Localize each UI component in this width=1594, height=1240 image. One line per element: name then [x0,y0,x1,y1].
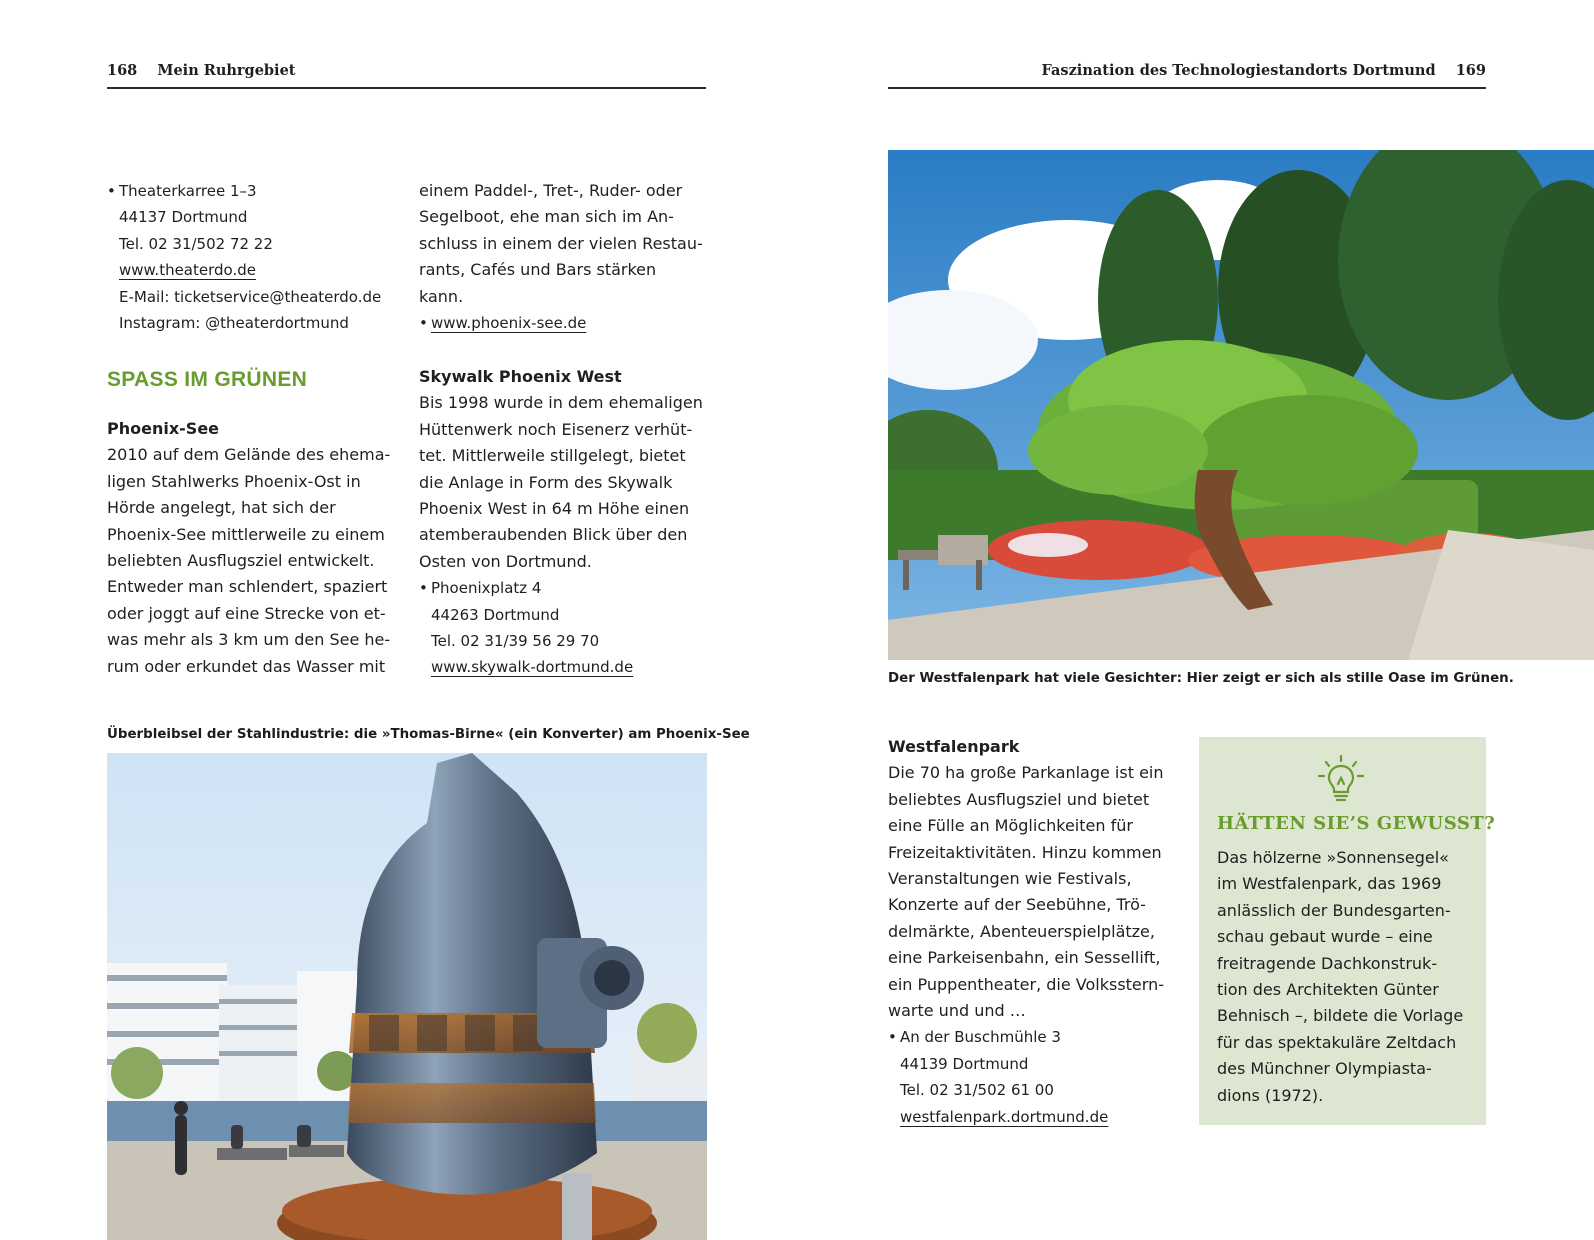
phoenix-see-line: oder joggt auf eine Strecke von et- [107,603,386,623]
theater-address-line2: 44137 Dortmund [119,208,248,227]
section-title: SPASS IM GRÜNEN [107,368,308,391]
skywalk-line: atemberaubenden Blick über den [419,525,688,545]
did-you-know-line: für das spektakuläre Zeltdach [1217,1032,1457,1052]
left-photo-caption: Überbleibsel der Stahlindustrie: die »Thomas-Birne« (ein Konverter) am Phoenix-See [107,727,750,742]
right-photo-caption: Der Westfalenpark hat viele Gesichter: Hier zeigt er sich als stille Oase im Grünen. [888,671,1514,686]
did-you-know-box [1199,737,1496,1125]
right-header-rule [888,87,1486,89]
skywalk-address-line1: • Phoenixplatz 4 [419,575,719,601]
right-page-number: 169 [1455,62,1486,79]
westfalenpark-phone: Tel. 02 31/502 61 00 [900,1081,1054,1100]
skywalk-website-link[interactable]: www.skywalk-dortmund.de [431,658,634,677]
phoenix-see-cont-line: schluss in einem der vielen Restau- [419,233,703,253]
westfalenpark-line: Veranstaltungen wie Festivals, [888,869,1132,889]
westfalenpark-line: warte und und … [888,1001,1026,1021]
westfalenpark-address-line2: 44139 Dortmund [900,1054,1029,1073]
westfalenpark-line: Die 70 ha große Parkanlage ist ein [888,763,1164,783]
theater-email: E-Mail: ticketservice@theaterdo.de [119,287,382,306]
skywalk-heading: Skywalk Phoenix West [419,367,622,386]
did-you-know-line: Das hölzerne »Sonnensegel« [1217,848,1449,867]
phoenix-see-continued [419,178,719,336]
skywalk-line: tet. Mittlerweile stillgelegt, bietet [419,446,686,466]
did-you-know-line: freitragende Dachkonstruk- [1217,953,1438,973]
westfalenpark-line: beliebtes Ausflugsziel und bietet [888,789,1150,809]
westfalenpark-photo [888,150,1594,660]
did-you-know-line: tion des Architekten Günter [1217,980,1439,1000]
phoenix-see-line: beliebten Ausflugsziel entwickelt. [107,551,375,571]
phoenix-see-cont-line: Segelboot, ehe man sich im An- [419,207,674,227]
skywalk-line: Bis 1998 wurde in dem ehemaligen [419,393,703,413]
phoenix-see-line: 2010 auf dem Gelände des ehema- [107,445,391,465]
westfalenpark-line: ein Puppentheater, die Volksstern- [888,974,1164,994]
westfalenpark-address-line1: • An der Buschmühle 3 [888,1024,1188,1050]
did-you-know-text [1217,845,1477,1109]
phoenix-see-line: rum oder erkundet das Wasser mit [107,656,386,676]
westfalenpark-line: delmärkte, Abenteuerspielplätze, [888,921,1155,941]
skywalk-address-line2: 44263 Dortmund [431,605,560,624]
phoenix-see-line: was mehr als 3 km um den See he- [107,630,391,650]
skywalk-line: Osten von Dortmund. [419,551,592,571]
westfalenpark-line: eine Parkeisenbahn, ein Sessellift, [888,948,1161,968]
lightbulb-icon [1316,754,1366,804]
right-running-head [1042,62,1486,79]
westfalenpark-website-link[interactable]: westfalenpark.dortmund.de [900,1107,1109,1126]
westfalenpark-line: Konzerte auf der Seebühne, Trö- [888,895,1146,915]
skywalk-line: Phoenix West in 64 m Höhe einen [419,499,690,519]
westfalenpark-heading: Westfalenpark [888,737,1020,756]
left-running-head [107,62,296,79]
left-header-rule [107,87,706,89]
phoenix-see-line: Hörde angelegt, hat sich der [107,498,336,518]
left-page-number: 168 [107,62,138,79]
right-running-title: Faszination des Technologiestandorts Dortmund [1041,62,1436,79]
skywalk-article [419,364,719,681]
phoenix-see-cont-line: rants, Cafés und Bars stärken [419,260,657,280]
phoenix-see-article [107,416,407,680]
theater-website-link[interactable]: www.theaterdo.de [119,261,256,280]
phoenix-see-website-link[interactable]: www.phoenix-see.de [431,314,587,333]
left-running-title: Mein Ruhrgebiet [157,62,296,79]
did-you-know-line: anlässlich der Bundesgarten- [1217,900,1451,920]
skywalk-phone: Tel. 02 31/39 56 29 70 [431,632,600,651]
westfalenpark-line: eine Fülle an Möglichkeiten für [888,816,1133,836]
theater-instagram: Instagram: @theaterdortmund [119,314,349,333]
phoenix-see-heading: Phoenix-See [107,419,220,438]
did-you-know-line: Behnisch –, bildete die Vorlage [1217,1006,1464,1026]
phoenix-see-cont-line: einem Paddel-, Tret-, Ruder- oder [419,181,683,200]
did-you-know-line: im Westfalenpark, das 1969 [1217,874,1442,894]
theater-phone: Tel. 02 31/502 72 22 [119,234,273,253]
skywalk-line: Hüttenwerk noch Eisenerz verhüt- [419,419,693,439]
westfalenpark-article [888,734,1188,1130]
skywalk-line: die Anlage in Form des Skywalk [419,472,673,492]
did-you-know-line: des Münchner Olympiasta- [1217,1059,1432,1079]
theater-address-line1: • Theaterkarree 1–3 [107,178,397,204]
phoenix-see-line: ligen Stahlwerks Phoenix-Ost in [107,471,361,491]
phoenix-see-cont-line: kann. [419,286,464,306]
did-you-know-title: HÄTTEN SIE’S GEWUSST? [1217,813,1496,834]
did-you-know-line: schau gebaut wurde – eine [1217,927,1433,947]
thomas-birne-photo [107,753,707,1240]
phoenix-see-line: Entweder man schlendert, spaziert [107,577,388,597]
did-you-know-line: dions (1972). [1217,1085,1324,1105]
westfalenpark-line: Freizeitaktivitäten. Hinzu kommen [888,842,1162,862]
phoenix-see-line: Phoenix-See mittlerweile zu einem [107,524,385,544]
theater-contact-block [107,178,397,336]
